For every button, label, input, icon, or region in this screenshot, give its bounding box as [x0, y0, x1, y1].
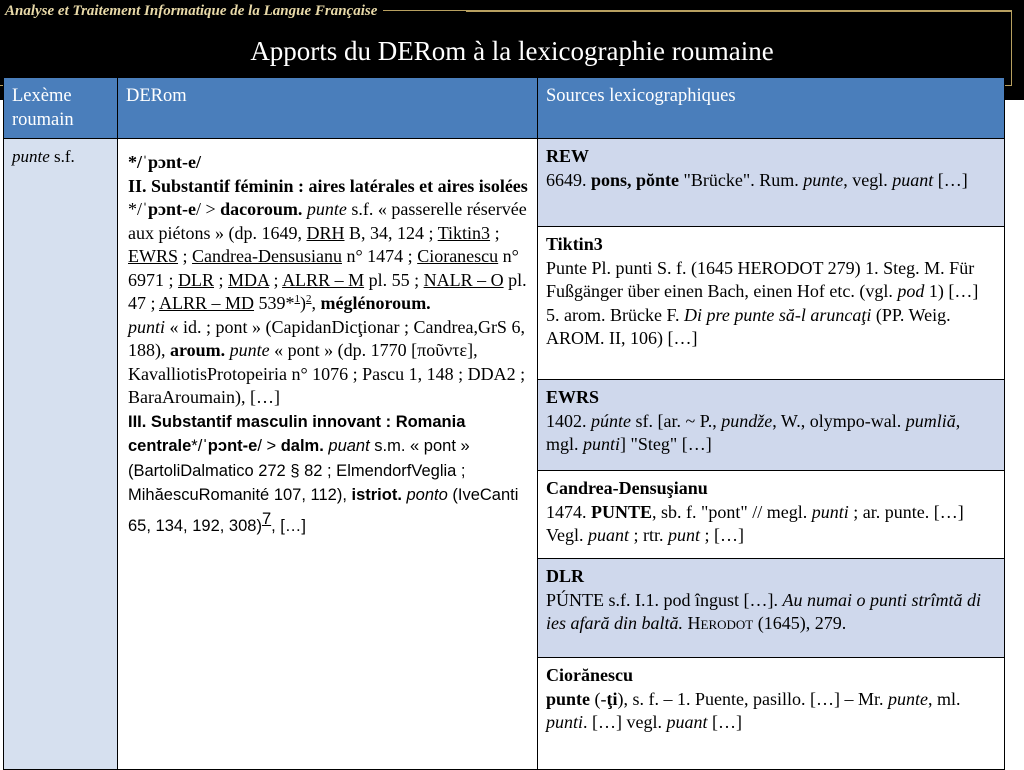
- source-name: EWRS: [546, 387, 600, 407]
- lexeme-cell: [4, 139, 118, 770]
- derom-text: ,: [311, 293, 321, 313]
- derom-text: punte: [229, 340, 270, 360]
- source-text: punte: [803, 169, 844, 190]
- source-text: Punte Pl. punti S. f. (1645 HERODOT 279) 1. Steg. M. Für Fußgänger über einen Bach, einen Hof etc. (vgl.: [546, 257, 975, 301]
- source-text: punte: [546, 688, 591, 709]
- source-text: ţi: [606, 688, 618, 709]
- derom-text: / >: [257, 437, 281, 455]
- source-text: 1474.: [546, 501, 591, 522]
- derom-text: dalm.: [280, 437, 324, 455]
- source-name: Candrea-Densuşianu: [546, 478, 708, 498]
- derom-text: 539*: [254, 293, 295, 313]
- source-text: "Brücke". Rum.: [679, 169, 804, 190]
- link-ewrs[interactable]: EWRS: [128, 246, 179, 266]
- source-text: erodot: [700, 613, 754, 633]
- source-text: , W., olympo-wal.: [772, 410, 906, 431]
- derom-text: « id. ; pont » (CapidanDicţionar ; Candrea,GrS 6, 188),: [128, 316, 525, 360]
- derom-text: */: [191, 437, 203, 455]
- derom-text: puant: [328, 437, 370, 455]
- source-name: Ciorănescu: [546, 665, 633, 685]
- source-candrea: [538, 471, 1005, 559]
- source-text: punti: [546, 712, 584, 732]
- link-nalr-o[interactable]: NALR – O: [423, 269, 504, 290]
- source-text: puant: [666, 712, 708, 732]
- column-header-lexeme: Lexème roumain: [4, 78, 118, 139]
- table-header-row: [4, 78, 1005, 139]
- footnote-1[interactable]: 1: [294, 293, 301, 305]
- derom-text: aroum.: [170, 340, 226, 360]
- lexeme-grammar: s.f.: [54, 147, 75, 166]
- footnote-7[interactable]: 7: [261, 509, 272, 528]
- derom-text: s.f. « passerelle réservée aux piétons » (dp. 1649,: [128, 199, 527, 243]
- derom-text: « pont » (dp. 1770 [ποῦντε], KavalliotisProtopeiria n° 1076 ; Pascu 1, 148 ; DDA2 ; BaraAroumain), […]: [128, 340, 526, 407]
- column-header-sources: Sources lexicographiques: [538, 78, 1005, 139]
- derom-text: pl. 47 ;: [128, 269, 527, 313]
- derom-cell: [118, 139, 538, 770]
- source-text: ; rtr.: [629, 525, 669, 545]
- source-text: ] "Steg" […]: [620, 434, 712, 454]
- source-text: punt: [668, 525, 701, 545]
- derom-text: n° 6971 ;: [128, 246, 519, 290]
- derom-text: méglénoroum.: [320, 293, 431, 313]
- derom-text: (IveCanti 65, 134, 192, 308): [128, 486, 519, 535]
- derom-text: ponto: [406, 486, 448, 504]
- source-rew: [538, 139, 1005, 227]
- source-text: . […] vegl.: [583, 712, 667, 732]
- derom-text: punti: [128, 316, 166, 337]
- source-text: puant: [892, 169, 934, 190]
- link-drh[interactable]: DRH: [306, 222, 345, 243]
- link-cioranescu[interactable]: Cioranescu: [417, 246, 499, 266]
- source-text: […]: [933, 169, 968, 190]
- derom-text: istriot.: [351, 486, 402, 504]
- source-text: […]: [707, 712, 743, 732]
- source-name: DLR: [546, 566, 585, 586]
- source-cioranescu: [538, 658, 1005, 770]
- source-text: ), s. f. – 1. Puente, pasillo. […] – Mr.: [617, 688, 888, 709]
- derom-text: ;: [269, 269, 283, 290]
- subtitle: Analyse et Traitement Informatique de la Langue Française: [0, 1, 383, 21]
- source-text: 1) […] 5. arom. Brücke F.: [546, 281, 979, 325]
- source-text: (PP. Weig. AROM. II, 106) […]: [546, 304, 951, 348]
- source-text: , sb. f. "pont" // megl.: [652, 501, 812, 522]
- source-text: ; […]: [700, 525, 745, 545]
- source-text: 6649.: [546, 169, 591, 190]
- derom-text: ;: [214, 269, 229, 290]
- source-text: pundže: [721, 410, 773, 431]
- header-rule: [466, 11, 1011, 12]
- link-alrr-m[interactable]: ALRR – M: [282, 269, 365, 290]
- source-dlr: [538, 559, 1005, 658]
- column-header-derom: DERom: [118, 78, 538, 139]
- source-text: punte: [888, 688, 928, 709]
- source-text: , mgl.: [546, 410, 961, 454]
- source-text: pod: [897, 281, 925, 301]
- slide-title: Apports du DERom à la lexicographie roumaine: [250, 36, 774, 66]
- derom-section-iii: III. Substantif masculin innovant : Romania centrale: [128, 412, 466, 455]
- source-ewrs: [538, 380, 1005, 471]
- footnote-2[interactable]: 2: [306, 293, 312, 305]
- derom-text: / >: [196, 199, 221, 219]
- derom-text: dacoroum.: [220, 199, 303, 219]
- source-text: punti: [583, 434, 621, 454]
- source-text: (1645), 279.: [753, 613, 847, 633]
- link-candrea[interactable]: Candrea-Densusianu: [192, 246, 342, 266]
- source-text: púnte: [591, 410, 631, 431]
- lexeme-word: punte: [12, 147, 50, 166]
- derom-text: ): [300, 293, 307, 313]
- source-text: ; ar. punte. […] Vegl.: [546, 501, 964, 545]
- derom-text: */: [128, 199, 143, 219]
- derom-text: ˈpɔnt-e: [202, 437, 258, 455]
- derom-text: B, 34, 124 ;: [344, 222, 438, 243]
- source-name: Tiktin3: [546, 234, 603, 254]
- derom-text: n° 1474 ;: [341, 246, 418, 266]
- source-text: , ml.: [928, 688, 961, 709]
- source-text: sf. [ar. ~ P.,: [631, 410, 722, 431]
- derom-text: punte: [306, 199, 347, 219]
- source-text: puant: [588, 525, 630, 545]
- source-text: Di pre punte să-l aruncaţi: [684, 304, 872, 325]
- source-text: (-: [590, 688, 607, 709]
- source-text: H: [683, 613, 701, 633]
- source-text: PÚNTE s.f. I.1. pod îngust […].: [546, 589, 783, 610]
- link-mda[interactable]: MDA: [228, 269, 270, 290]
- derom-etymon: */ˈpɔnt-e/: [128, 152, 201, 172]
- comparison-table: [3, 77, 1005, 770]
- derom-text: ˈpɔnt-e: [142, 199, 196, 219]
- source-name: REW: [546, 146, 590, 166]
- source-text: , vegl.: [843, 169, 893, 190]
- derom-text: ;: [490, 222, 500, 243]
- source-text: PUNTE: [591, 501, 653, 522]
- derom-text: pl. 55 ;: [364, 269, 424, 290]
- derom-section-ii: II. Substantif féminin : aires latérales et aires isolées: [128, 175, 528, 196]
- link-dlr[interactable]: DLR: [178, 269, 215, 290]
- source-text: pumliă: [905, 410, 956, 431]
- link-alrr-md[interactable]: ALRR – MD: [159, 293, 255, 313]
- derom-text: s.m. « pont » (BartoliDalmatico 272 § 82 ; ElmendorfVeglia ; MihăescuRomanité 107, 112),: [128, 437, 470, 504]
- link-tiktin[interactable]: Tiktin3: [437, 222, 491, 243]
- source-text: Au numai o punti strîmtă di ies afară din baltă.: [546, 589, 982, 633]
- derom-text: , […]: [271, 516, 306, 535]
- source-text: 1402.: [546, 410, 591, 431]
- table-row: [4, 139, 1005, 227]
- source-tiktin: [538, 227, 1005, 380]
- source-text: punti: [811, 501, 849, 522]
- derom-text: ;: [178, 246, 193, 266]
- source-text: pons, pŏnte: [591, 169, 680, 190]
